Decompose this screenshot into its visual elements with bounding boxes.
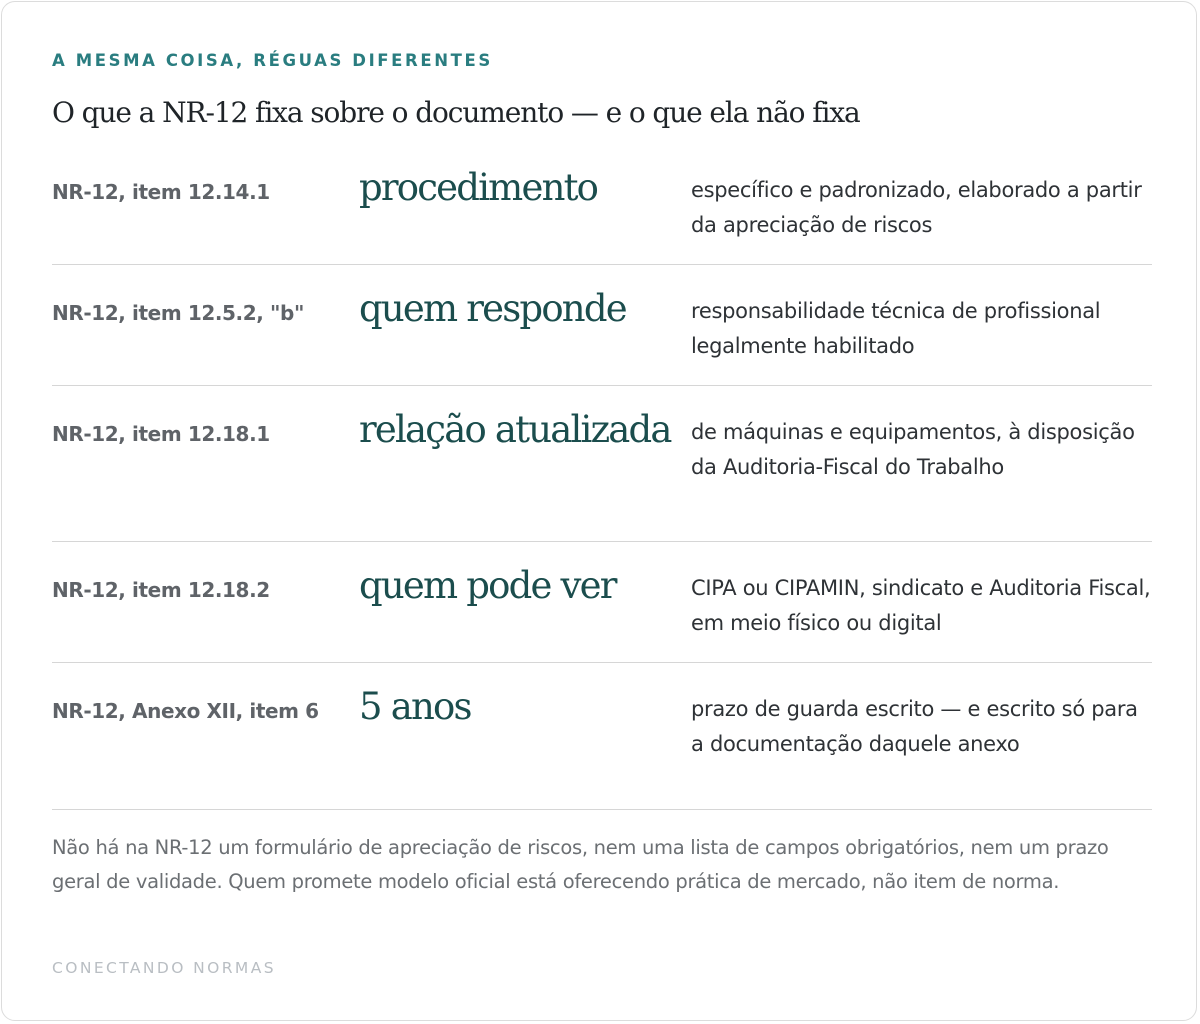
term-description: prazo de guarda escrito — e escrito só para a documentação daquele anexo <box>691 697 1138 756</box>
key-term: relação atualizada <box>359 408 671 451</box>
row-divider <box>52 264 1152 265</box>
key-term: 5 anos <box>359 685 471 728</box>
term-description: específico e padronizado, elaborado a partir da apreciação de riscos <box>691 178 1142 237</box>
row-divider <box>52 662 1152 663</box>
page-title: O que a NR-12 fixa sobre o documento — e o que ela não fixa <box>52 96 860 129</box>
norm-reference: NR-12, item 12.14.1 <box>52 180 270 204</box>
row-divider <box>52 541 1152 542</box>
norm-reference: NR-12, item 12.18.1 <box>52 422 270 446</box>
key-term: procedimento <box>359 166 598 209</box>
info-card <box>1 1 1197 1021</box>
key-term: quem responde <box>359 287 626 330</box>
footnote-text: Não há na NR-12 um formulário de apreciação de riscos, nem uma lista de campos obrigatórios, nem um prazo geral de validade. Quem promete modelo oficial está oferecendo prática de mercado, não item de norma. <box>52 836 1109 893</box>
norm-reference: NR-12, item 12.18.2 <box>52 578 270 602</box>
term-description: responsabilidade técnica de profissional legalmente habilitado <box>691 299 1101 358</box>
eyebrow-label: A MESMA COISA, RÉGUAS DIFERENTES <box>52 51 493 70</box>
section-divider <box>52 809 1152 810</box>
term-description: de máquinas e equipamentos, à disposição da Auditoria-Fiscal do Trabalho <box>691 420 1135 479</box>
term-description: CIPA ou CIPAMIN, sindicato e Auditoria Fiscal, em meio físico ou digital <box>691 576 1151 635</box>
norm-reference: NR-12, item 12.5.2, "b" <box>52 301 304 325</box>
brand-label: CONECTANDO NORMAS <box>52 959 276 977</box>
row-divider <box>52 385 1152 386</box>
norm-reference: NR-12, Anexo XII, item 6 <box>52 699 319 723</box>
key-term: quem pode ver <box>359 564 616 607</box>
